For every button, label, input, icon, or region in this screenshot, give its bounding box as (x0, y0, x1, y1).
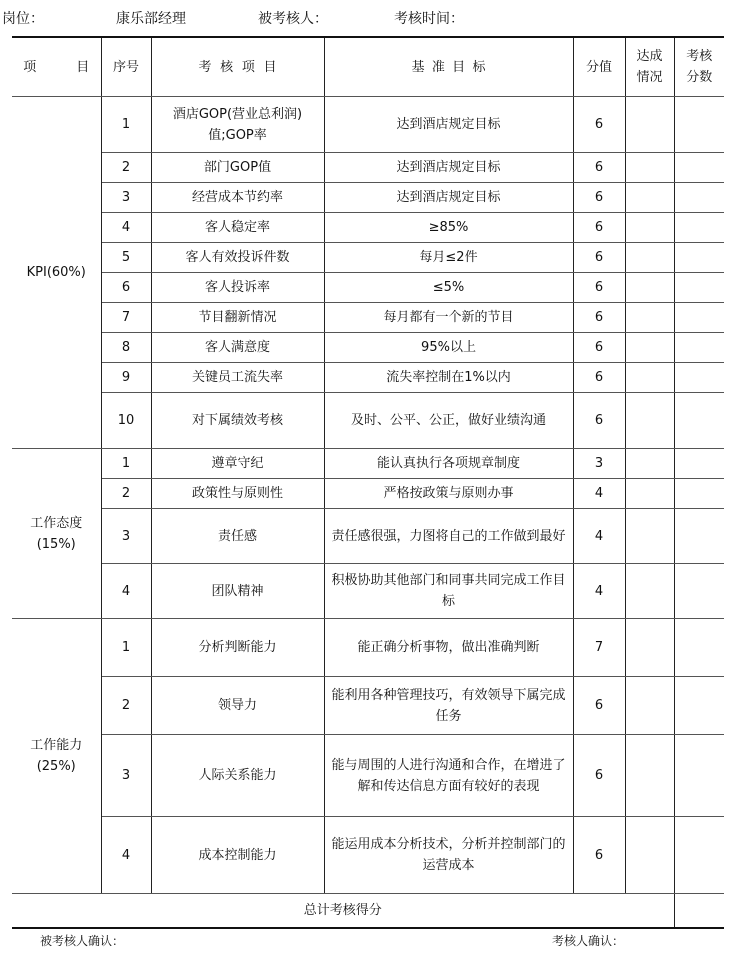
assess-score-input[interactable] (674, 619, 724, 677)
table-row (12, 393, 724, 449)
section-attitude-weight: (15%) (36, 536, 76, 552)
table-row (12, 817, 724, 894)
assess-score-input[interactable] (674, 183, 724, 213)
table-row (12, 97, 724, 153)
kpi-cell: 团队精神 (151, 564, 324, 619)
seq-cell: 4 (101, 213, 151, 243)
form-footer (0, 930, 733, 950)
assess-score-input[interactable] (674, 243, 724, 273)
seq-cell: 1 (101, 619, 151, 677)
total-score-input[interactable] (674, 894, 724, 929)
standard-cell: 能认真执行各项规章制度 (324, 449, 573, 479)
table-row (12, 564, 724, 619)
standard-cell: 流失率控制在1%以内 (324, 363, 573, 393)
seq-cell: 4 (101, 817, 151, 894)
kpi-cell: 政策性与原则性 (151, 479, 324, 509)
total-label: 总计考核得分 (12, 894, 674, 929)
standard-cell: 能正确分析事物，做出准确判断 (324, 619, 573, 677)
standard-cell: ≤5% (324, 273, 573, 303)
kpi-cell: 客人投诉率 (151, 273, 324, 303)
table-row (12, 183, 724, 213)
table-row (12, 619, 724, 677)
seq-cell: 3 (101, 509, 151, 564)
kpi-cell: 客人有效投诉件数 (151, 243, 324, 273)
seq-cell: 7 (101, 303, 151, 333)
achievement-input[interactable] (625, 153, 674, 183)
achievement-input[interactable] (625, 735, 674, 817)
achievement-input[interactable] (625, 677, 674, 735)
score-cell: 3 (573, 449, 625, 479)
score-cell: 6 (573, 333, 625, 363)
column-header-standard: 基 准 目 标 (324, 37, 573, 97)
column-header-score: 分值 (573, 37, 625, 97)
achievement-input[interactable] (625, 273, 674, 303)
assess-score-input[interactable] (674, 735, 724, 817)
section-ability-weight: (25%) (36, 759, 76, 774)
assess-score-input[interactable] (674, 97, 724, 153)
achievement-input[interactable] (625, 393, 674, 449)
assess-score-input[interactable] (674, 363, 724, 393)
score-cell: 6 (573, 393, 625, 449)
assessee-label: 被考核人： (258, 11, 328, 27)
achievement-input[interactable] (625, 243, 674, 273)
standard-cell: 能与周围的人进行沟通和合作，在增进了解和传达信息方面有较好的表现 (324, 735, 573, 817)
score-cell: 4 (573, 509, 625, 564)
position-value: 康乐部经理 (116, 11, 186, 27)
score-cell: 6 (573, 183, 625, 213)
table-row (12, 479, 724, 509)
seq-cell: 6 (101, 273, 151, 303)
seq-cell: 8 (101, 333, 151, 363)
achievement-input[interactable] (625, 183, 674, 213)
standard-cell: 每月≤2件 (324, 243, 573, 273)
achievement-input[interactable] (625, 564, 674, 619)
achievement-input[interactable] (625, 619, 674, 677)
table-row (12, 153, 724, 183)
kpi-cell: 部门GOP值 (151, 153, 324, 183)
column-header-achievement: 达成情况 (625, 37, 674, 97)
kpi-cell: 酒店GOP(营业总利润)值;GOP率 (151, 97, 324, 153)
assess-score-input[interactable] (674, 153, 724, 183)
assess-score-input[interactable] (674, 393, 724, 449)
achievement-input[interactable] (625, 303, 674, 333)
standard-cell: 严格按政策与原则办事 (324, 479, 573, 509)
table-row (12, 333, 724, 363)
seq-cell: 2 (101, 479, 151, 509)
assess-score-input[interactable] (674, 479, 724, 509)
kpi-cell: 客人稳定率 (151, 213, 324, 243)
score-cell: 6 (573, 97, 625, 153)
kpi-cell: 遵章守纪 (151, 449, 324, 479)
score-cell: 6 (573, 153, 625, 183)
seq-cell: 5 (101, 243, 151, 273)
table-row (12, 303, 724, 333)
assessor-confirm-label: 考核人确认： (552, 934, 625, 948)
column-header-kpi: 考 核 项 目 (151, 37, 324, 97)
assessee-confirm-label: 被考核人确认： (40, 934, 125, 948)
section-attitude (12, 449, 101, 619)
standard-cell: 每月都有一个新的节目 (324, 303, 573, 333)
seq-cell: 3 (101, 183, 151, 213)
achievement-input[interactable] (625, 213, 674, 243)
kpi-cell: 对下属绩效考核 (151, 393, 324, 449)
table-row (12, 449, 724, 479)
kpi-cell: 节目翻新情况 (151, 303, 324, 333)
score-cell: 6 (573, 243, 625, 273)
table-row (12, 243, 724, 273)
seq-cell: 4 (101, 564, 151, 619)
section-attitude-name: 工作态度 (30, 515, 83, 531)
score-cell: 7 (573, 619, 625, 677)
table-row (12, 363, 724, 393)
kpi-cell: 领导力 (151, 677, 324, 735)
assess-score-input[interactable] (674, 817, 724, 894)
table-row (12, 273, 724, 303)
standard-cell: 及时、公平、公正，做好业绩沟通 (324, 393, 573, 449)
achievement-input[interactable] (625, 509, 674, 564)
form-header (0, 6, 733, 28)
column-header-item: 项 目 (12, 37, 101, 97)
assess-score-input[interactable] (674, 677, 724, 735)
seq-cell: 1 (101, 449, 151, 479)
section-ability-name: 工作能力 (30, 738, 83, 753)
assessment-table (12, 36, 724, 929)
kpi-cell: 成本控制能力 (151, 817, 324, 894)
assess-score-input[interactable] (674, 273, 724, 303)
total-row (12, 894, 724, 929)
standard-cell: 达到酒店规定目标 (324, 153, 573, 183)
assess-score-input[interactable] (674, 333, 724, 363)
assess-score-input[interactable] (674, 564, 724, 619)
score-cell: 4 (573, 479, 625, 509)
achievement-input[interactable] (625, 333, 674, 363)
score-cell: 6 (573, 817, 625, 894)
table-row (12, 735, 724, 817)
standard-cell: 能运用成本分析技术，分析并控制部门的运营成本 (324, 817, 573, 894)
standard-cell: 95%以上 (324, 333, 573, 363)
score-cell: 6 (573, 213, 625, 243)
assess-score-input[interactable] (674, 449, 724, 479)
seq-cell: 2 (101, 153, 151, 183)
standard-cell: 达到酒店规定目标 (324, 97, 573, 153)
kpi-cell: 人际关系能力 (151, 735, 324, 817)
column-header-seq: 序号 (101, 37, 151, 97)
seq-cell: 1 (101, 97, 151, 153)
assess-score-input[interactable] (674, 303, 724, 333)
score-cell: 6 (573, 303, 625, 333)
position-label: 岗位： (2, 11, 44, 27)
score-cell: 6 (573, 735, 625, 817)
achievement-input[interactable] (625, 449, 674, 479)
table-row (12, 677, 724, 735)
table-row (12, 213, 724, 243)
table-header-row (12, 37, 724, 97)
kpi-cell: 关键员工流失率 (151, 363, 324, 393)
standard-cell: ≥85% (324, 213, 573, 243)
assess-score-input[interactable] (674, 509, 724, 564)
seq-cell: 9 (101, 363, 151, 393)
score-cell: 6 (573, 677, 625, 735)
score-cell: 4 (573, 564, 625, 619)
achievement-input[interactable] (625, 363, 674, 393)
standard-cell: 积极协助其他部门和同事共同完成工作目标 (324, 564, 573, 619)
score-cell: 6 (573, 273, 625, 303)
assess-score-input[interactable] (674, 213, 724, 243)
table-row (12, 509, 724, 564)
column-header-assess-score: 考核分数 (674, 37, 724, 97)
seq-cell: 2 (101, 677, 151, 735)
kpi-cell: 责任感 (151, 509, 324, 564)
seq-cell: 10 (101, 393, 151, 449)
achievement-input[interactable] (625, 97, 674, 153)
assessment-time-label: 考核时间： (394, 11, 464, 27)
section-kpi: KPI(60%) (12, 97, 101, 449)
kpi-cell: 客人满意度 (151, 333, 324, 363)
standard-cell: 责任感很强，力图将自己的工作做到最好 (324, 509, 573, 564)
achievement-input[interactable] (625, 479, 674, 509)
seq-cell: 3 (101, 735, 151, 817)
achievement-input[interactable] (625, 817, 674, 894)
standard-cell: 能利用各种管理技巧，有效领导下属完成任务 (324, 677, 573, 735)
score-cell: 6 (573, 363, 625, 393)
kpi-cell: 经营成本节约率 (151, 183, 324, 213)
section-ability (12, 619, 101, 894)
standard-cell: 达到酒店规定目标 (324, 183, 573, 213)
kpi-cell: 分析判断能力 (151, 619, 324, 677)
